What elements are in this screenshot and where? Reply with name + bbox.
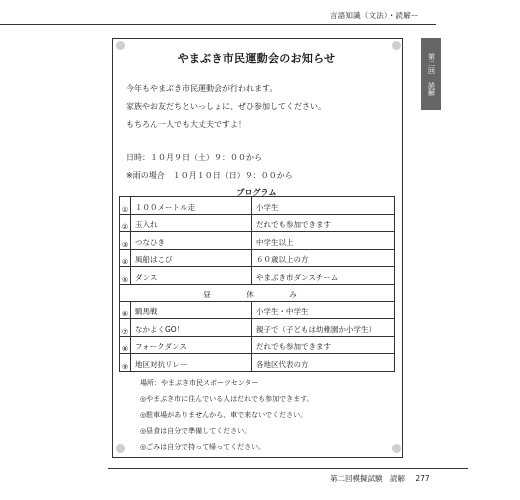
event-name: 玉入れ — [131, 214, 252, 232]
participants: やまぶき市ダンスチーム — [252, 267, 395, 285]
row-number: ⑦ — [120, 319, 131, 337]
participants: だれでも参加できます — [252, 336, 395, 354]
intro-line: 今年もやまぶき市民運動会が行われます。 — [126, 84, 278, 93]
row-number: ④ — [120, 249, 131, 267]
table-row — [120, 214, 395, 232]
page-header: 言語知識（文法）・読解ー — [330, 11, 419, 20]
program-title: プログラム — [236, 188, 277, 197]
rain-date-line: ※雨の場合 １０月１０日（日）９：００から — [126, 171, 293, 180]
break-row — [120, 284, 395, 301]
table-row — [120, 319, 395, 337]
header-rule — [0, 24, 436, 25]
table-row — [120, 249, 395, 267]
row-number: ⑨ — [120, 354, 131, 372]
row-number: ③ — [120, 232, 131, 250]
binder-hole — [116, 444, 125, 453]
participants: 親子で（子どもは幼稚園か小学生） — [252, 319, 395, 337]
note-line: ◎ごみは自分で持って帰ってください。 — [140, 443, 266, 451]
participants: だれでも参加できます — [252, 214, 395, 232]
table-row — [120, 232, 395, 250]
section-tab-part2: 読解 — [427, 81, 436, 96]
event-name: １００メートル走 — [131, 197, 252, 215]
binder-hole — [392, 444, 401, 453]
row-number: ⑥ — [120, 301, 131, 319]
lunch-break-label: 昼 休 み — [120, 284, 395, 301]
participants: 小学生・中学生 — [252, 301, 395, 319]
row-number: ① — [120, 197, 131, 215]
event-name: フォークダンス — [131, 336, 252, 354]
page-footer — [330, 473, 430, 484]
table-row — [120, 336, 395, 354]
participants: 各地区代表の方 — [252, 354, 395, 372]
event-name: ダンス — [131, 267, 252, 285]
note-line: ◎やまぶき市に住んでいる人はだれでも参加できます。 — [140, 395, 314, 403]
participants: 中学生以上 — [252, 232, 395, 250]
row-number: ⑤ — [120, 267, 131, 285]
note-line: ◎昼食は自分で準備してください。 — [140, 427, 252, 435]
intro-line: 家族やお友だちといっしょに、ぜひ参加してください。 — [126, 102, 326, 111]
event-name: 風船はこび — [131, 249, 252, 267]
table-row — [120, 354, 395, 372]
event-name: つなひき — [131, 232, 252, 250]
section-tab-part1: 第二回 — [427, 52, 436, 74]
page-number: 277 — [415, 474, 430, 483]
table-row — [120, 301, 395, 319]
intro-line: もちろん一人でも大丈夫ですよ！ — [126, 120, 246, 129]
table-row — [120, 197, 395, 215]
footer-rule — [108, 468, 468, 469]
binder-hole — [392, 41, 401, 50]
binder-hole — [116, 41, 125, 50]
date-line: 日時：１０月９日（土）９：００から — [126, 153, 262, 162]
footer-label: 第二回模擬試験 読解 — [330, 474, 405, 483]
row-number: ⑧ — [120, 336, 131, 354]
notice-title: やまぶき市民運動会のお知らせ — [177, 52, 336, 65]
venue-line: 場所：やまぶき市民スポーツセンター — [140, 379, 259, 387]
section-tab — [421, 38, 441, 110]
participants: 小学生 — [252, 197, 395, 215]
program-table — [119, 196, 395, 372]
event-name: 騎馬戦 — [131, 301, 252, 319]
event-name: なかよくGO！ — [131, 319, 252, 337]
note-line: ◎駐車場がありませんから、車で来ないでください。 — [140, 411, 308, 419]
event-name: 地区対抗リレー — [131, 354, 252, 372]
row-number: ② — [120, 214, 131, 232]
table-row — [120, 267, 395, 285]
participants: ６０歳以上の方 — [252, 249, 395, 267]
